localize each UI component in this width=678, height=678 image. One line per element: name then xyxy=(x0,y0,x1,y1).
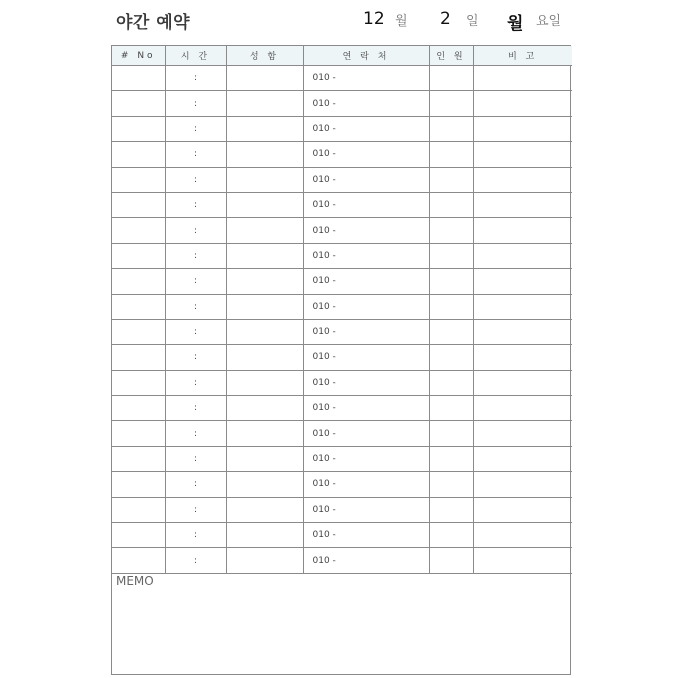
cell-people[interactable] xyxy=(429,370,473,395)
cell-time[interactable]: : xyxy=(165,91,226,116)
table-row xyxy=(112,243,572,268)
cell-time[interactable]: : xyxy=(165,421,226,446)
cell-time[interactable]: : xyxy=(165,497,226,522)
column-header-time: 시 간 xyxy=(165,46,226,66)
cell-name[interactable] xyxy=(226,116,303,141)
cell-no[interactable] xyxy=(112,294,165,319)
table-row xyxy=(112,167,572,192)
table-row xyxy=(112,370,572,395)
cell-name[interactable] xyxy=(226,396,303,421)
cell-name[interactable] xyxy=(226,192,303,217)
cell-time[interactable]: : xyxy=(165,218,226,243)
cell-no[interactable] xyxy=(112,192,165,217)
memo-box[interactable] xyxy=(112,573,570,674)
cell-no[interactable] xyxy=(112,167,165,192)
cell-phone[interactable]: 010 - xyxy=(303,421,429,446)
cell-name[interactable] xyxy=(226,421,303,446)
cell-time[interactable]: : xyxy=(165,523,226,548)
page-title: 야간 예약 xyxy=(116,13,191,33)
cell-note[interactable] xyxy=(473,66,572,91)
cell-people[interactable] xyxy=(429,142,473,167)
cell-no[interactable] xyxy=(112,446,165,471)
table-header-row xyxy=(112,46,572,66)
cell-note[interactable] xyxy=(473,548,572,573)
table-row xyxy=(112,116,572,141)
cell-name[interactable] xyxy=(226,218,303,243)
cell-note[interactable] xyxy=(473,497,572,522)
cell-phone[interactable]: 010 - xyxy=(303,370,429,395)
cell-name[interactable] xyxy=(226,497,303,522)
cell-no[interactable] xyxy=(112,319,165,344)
cell-name[interactable] xyxy=(226,294,303,319)
cell-time[interactable]: : xyxy=(165,142,226,167)
table-row xyxy=(112,66,572,91)
reservation-sheet xyxy=(111,45,571,675)
cell-phone[interactable]: 010 - xyxy=(303,91,429,116)
cell-no[interactable] xyxy=(112,91,165,116)
cell-phone[interactable]: 010 - xyxy=(303,523,429,548)
cell-note[interactable] xyxy=(473,269,572,294)
cell-time[interactable]: : xyxy=(165,269,226,294)
table-row xyxy=(112,396,572,421)
cell-phone[interactable]: 010 - xyxy=(303,548,429,573)
cell-time[interactable]: : xyxy=(165,294,226,319)
column-header-name: 성 함 xyxy=(226,46,303,66)
table-row xyxy=(112,192,572,217)
cell-people[interactable] xyxy=(429,345,473,370)
column-header-people: 인 원 xyxy=(429,46,473,66)
cell-name[interactable] xyxy=(226,472,303,497)
cell-name[interactable] xyxy=(226,345,303,370)
weekday-unit-label: 요일 xyxy=(536,14,562,29)
day-unit-label: 일 xyxy=(466,14,479,29)
table-row xyxy=(112,472,572,497)
cell-people[interactable] xyxy=(429,472,473,497)
cell-people[interactable] xyxy=(429,91,473,116)
cell-note[interactable] xyxy=(473,472,572,497)
cell-note[interactable] xyxy=(473,396,572,421)
cell-time[interactable]: : xyxy=(165,192,226,217)
cell-phone[interactable]: 010 - xyxy=(303,142,429,167)
cell-note[interactable] xyxy=(473,345,572,370)
cell-people[interactable] xyxy=(429,269,473,294)
cell-no[interactable] xyxy=(112,142,165,167)
cell-no[interactable] xyxy=(112,523,165,548)
cell-phone[interactable]: 010 - xyxy=(303,243,429,268)
cell-time[interactable]: : xyxy=(165,243,226,268)
weekday-value[interactable]: 월 xyxy=(507,14,524,34)
cell-people[interactable] xyxy=(429,396,473,421)
cell-time[interactable]: : xyxy=(165,548,226,573)
cell-no[interactable] xyxy=(112,497,165,522)
cell-name[interactable] xyxy=(226,167,303,192)
cell-name[interactable] xyxy=(226,548,303,573)
cell-phone[interactable]: 010 - xyxy=(303,294,429,319)
day-value[interactable]: 2 xyxy=(440,9,451,29)
cell-phone[interactable]: 010 - xyxy=(303,116,429,141)
cell-phone[interactable]: 010 - xyxy=(303,319,429,344)
cell-people[interactable] xyxy=(429,497,473,522)
cell-note[interactable] xyxy=(473,523,572,548)
cell-no[interactable] xyxy=(112,269,165,294)
cell-no[interactable] xyxy=(112,345,165,370)
cell-time[interactable]: : xyxy=(165,66,226,91)
cell-phone[interactable]: 010 - xyxy=(303,345,429,370)
cell-note[interactable] xyxy=(473,370,572,395)
cell-no[interactable] xyxy=(112,243,165,268)
cell-time[interactable]: : xyxy=(165,396,226,421)
month-value[interactable]: 12 xyxy=(363,9,385,29)
cell-time[interactable]: : xyxy=(165,370,226,395)
cell-no[interactable] xyxy=(112,472,165,497)
table-row xyxy=(112,294,572,319)
table-row xyxy=(112,523,572,548)
table-row xyxy=(112,421,572,446)
cell-name[interactable] xyxy=(226,66,303,91)
column-header-no: # No xyxy=(112,46,165,66)
cell-people[interactable] xyxy=(429,294,473,319)
table-row xyxy=(112,269,572,294)
cell-people[interactable] xyxy=(429,167,473,192)
table-row xyxy=(112,345,572,370)
table-row xyxy=(112,218,572,243)
cell-phone[interactable]: 010 - xyxy=(303,218,429,243)
cell-note[interactable] xyxy=(473,218,572,243)
cell-no[interactable] xyxy=(112,116,165,141)
cell-name[interactable] xyxy=(226,91,303,116)
cell-note[interactable] xyxy=(473,167,572,192)
cell-phone[interactable]: 010 - xyxy=(303,446,429,471)
table-row xyxy=(112,142,572,167)
cell-note[interactable] xyxy=(473,446,572,471)
cell-phone[interactable]: 010 - xyxy=(303,269,429,294)
cell-name[interactable] xyxy=(226,446,303,471)
cell-phone[interactable]: 010 - xyxy=(303,472,429,497)
cell-people[interactable] xyxy=(429,116,473,141)
cell-phone[interactable]: 010 - xyxy=(303,192,429,217)
table-row xyxy=(112,319,572,344)
cell-people[interactable] xyxy=(429,446,473,471)
cell-people[interactable] xyxy=(429,523,473,548)
cell-people[interactable] xyxy=(429,243,473,268)
cell-note[interactable] xyxy=(473,91,572,116)
cell-name[interactable] xyxy=(226,523,303,548)
cell-note[interactable] xyxy=(473,116,572,141)
month-unit-label: 월 xyxy=(395,14,408,29)
cell-people[interactable] xyxy=(429,548,473,573)
cell-phone[interactable]: 010 - xyxy=(303,497,429,522)
column-header-phone: 연 락 처 xyxy=(303,46,429,66)
table-row xyxy=(112,548,572,573)
cell-note[interactable] xyxy=(473,142,572,167)
cell-name[interactable] xyxy=(226,319,303,344)
table-row xyxy=(112,91,572,116)
cell-people[interactable] xyxy=(429,218,473,243)
cell-note[interactable] xyxy=(473,319,572,344)
cell-time[interactable]: : xyxy=(165,116,226,141)
cell-phone[interactable]: 010 - xyxy=(303,167,429,192)
cell-time[interactable]: : xyxy=(165,472,226,497)
cell-note[interactable] xyxy=(473,243,572,268)
cell-no[interactable] xyxy=(112,548,165,573)
cell-no[interactable] xyxy=(112,218,165,243)
memo-label: MEMO xyxy=(116,574,154,588)
cell-name[interactable] xyxy=(226,243,303,268)
cell-people[interactable] xyxy=(429,192,473,217)
cell-name[interactable] xyxy=(226,370,303,395)
cell-note[interactable] xyxy=(473,294,572,319)
cell-note[interactable] xyxy=(473,192,572,217)
cell-no[interactable] xyxy=(112,66,165,91)
cell-people[interactable] xyxy=(429,319,473,344)
cell-time[interactable]: : xyxy=(165,167,226,192)
cell-note[interactable] xyxy=(473,421,572,446)
cell-name[interactable] xyxy=(226,142,303,167)
cell-people[interactable] xyxy=(429,66,473,91)
cell-phone[interactable]: 010 - xyxy=(303,396,429,421)
cell-no[interactable] xyxy=(112,370,165,395)
cell-name[interactable] xyxy=(226,269,303,294)
cell-people[interactable] xyxy=(429,421,473,446)
reservation-table xyxy=(112,46,572,574)
table-row xyxy=(112,446,572,471)
cell-no[interactable] xyxy=(112,396,165,421)
cell-phone[interactable]: 010 - xyxy=(303,66,429,91)
cell-time[interactable]: : xyxy=(165,319,226,344)
cell-time[interactable]: : xyxy=(165,446,226,471)
cell-time[interactable]: : xyxy=(165,345,226,370)
table-row xyxy=(112,497,572,522)
column-header-note: 비 고 xyxy=(473,46,572,66)
cell-no[interactable] xyxy=(112,421,165,446)
